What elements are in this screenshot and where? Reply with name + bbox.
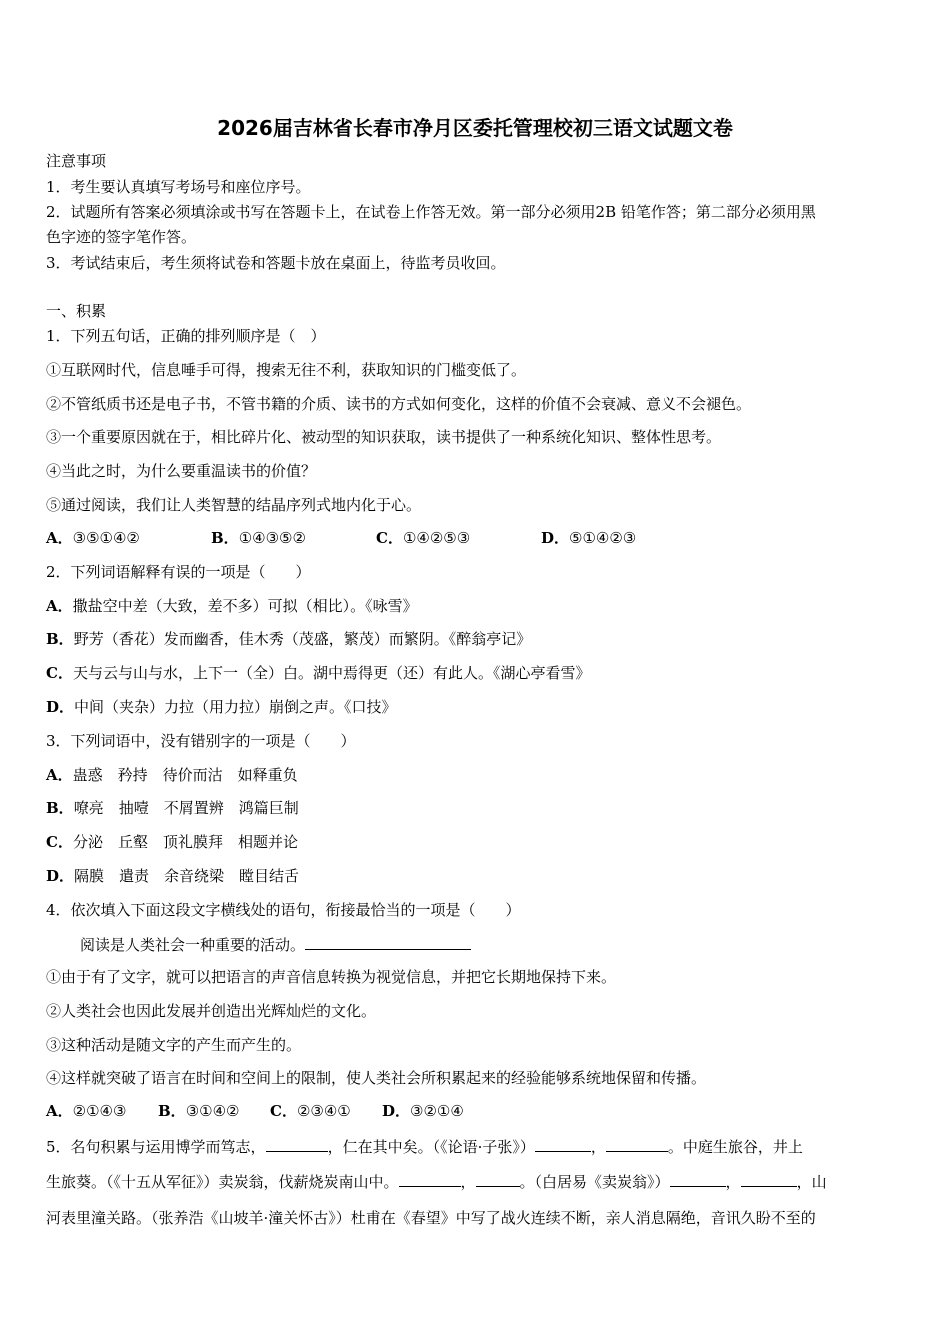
- sentence: ③一个重要原因就在于，相比碎片化、被动型的知识获取，读书提供了一种系统化知识、整体性思考。: [46, 428, 722, 446]
- sentence: ②人类社会也因此发展并创造出光辉灿烂的文化。: [46, 1002, 377, 1020]
- answer-blank[interactable]: [606, 1137, 668, 1152]
- answer-blank[interactable]: [670, 1172, 726, 1187]
- option-c[interactable]: C．②③④①: [270, 1102, 351, 1120]
- sentence: ②不管纸质书还是电子书，不管书籍的介质、读书的方式如何变化，这样的价值不会衰减、意义不会褪色。: [46, 395, 752, 413]
- option-d[interactable]: D．隔膜 遣责 余音绕梁 瞠目结舌: [46, 867, 300, 885]
- option-c[interactable]: C．天与云与山与水，上下一（全）白。湖中焉得更（还）有此人。《湖心亭看雪》: [46, 664, 591, 682]
- sentence: ①互联网时代，信息唾手可得，搜索无往不利，获取知识的门槛变低了。: [46, 361, 527, 379]
- page-title: 2026届吉林省长春市净月区委托管理校初三语文试题文卷: [217, 116, 733, 140]
- option-d[interactable]: D．中间（夹杂）力拉（用力拉）崩倒之声。《口技》: [46, 698, 397, 716]
- option-b[interactable]: B．野芳（香花）发而幽香，佳木秀（茂盛，繁茂）而繁阴。《醉翁亭记》: [46, 630, 532, 648]
- passage-line: 阅读是人类社会一种重要的活动。: [80, 935, 471, 954]
- question-stem: 3．下列词语中，没有错别字的一项是（ ）: [46, 732, 356, 750]
- option-d[interactable]: D．③②①④: [382, 1102, 464, 1120]
- notice-item: 2．试题所有答案必须填涂或书写在答题卡上，在试卷上作答无效。第一部分必须用2B 铅笔作答；第二部分必须用黑: [46, 203, 816, 221]
- sentence: ⑤通过阅读，我们让人类智慧的结晶序列式地内化于心。: [46, 496, 422, 514]
- answer-blank[interactable]: [535, 1137, 591, 1152]
- question-stem: 1．下列五句话，正确的排列顺序是（ ）: [46, 327, 326, 345]
- sentence: ③这种活动是随文字的产生而产生的。: [46, 1036, 302, 1054]
- sentence: ①由于有了文字，就可以把语言的声音信息转换为视觉信息，并把它长期地保持下来。: [46, 968, 617, 986]
- option-b[interactable]: B．③①④②: [158, 1102, 240, 1120]
- question-5-line-1: 5．名句积累与运用博学而笃志， ，仁在其中矣。（《论语·子张》） ， 。中庭生旅谷，井上: [46, 1138, 803, 1156]
- question-5-line-3: 河表里潼关路。（张养浩《山坡羊·潼关怀古》）杜甫在《春望》中写了战火连续不断，亲人消息隔绝，音讯久盼不至的: [46, 1209, 816, 1227]
- notice-heading: 注意事项: [46, 152, 107, 170]
- answer-blank[interactable]: [305, 935, 471, 950]
- option-row: [46, 529, 636, 547]
- sentence: ④这样就突破了语言在时间和空间上的限制，使人类社会所积累起来的经验能够系统地保留和传播。: [46, 1069, 707, 1087]
- notice-item: 色字迹的签字笔作答。: [46, 228, 197, 246]
- answer-blank[interactable]: [741, 1172, 797, 1187]
- option-c[interactable]: C．分泌 丘壑 顶礼膜拜 相题并论: [46, 833, 298, 851]
- section-heading: 一、积累: [46, 302, 107, 320]
- option-a[interactable]: A．②①④③: [46, 1102, 127, 1120]
- answer-blank[interactable]: [266, 1137, 328, 1152]
- question-stem: 4．依次填入下面这段文字横线处的语句，衔接最恰当的一项是（ ）: [46, 901, 521, 919]
- answer-blank[interactable]: [399, 1172, 461, 1187]
- option-b[interactable]: B．嘹亮 抽噎 不屑置辨 鸿篇巨制: [46, 799, 299, 817]
- option-b[interactable]: B．①④③⑤②: [211, 529, 306, 547]
- sentence: ④当此之时，为什么要重温读书的价值？: [46, 462, 317, 480]
- notice-item: 3．考试结束后，考生须将试卷和答题卡放在桌面上，待监考员收回。: [46, 254, 506, 272]
- question-stem: 2．下列词语解释有误的一项是（ ）: [46, 563, 311, 581]
- option-c[interactable]: C．①④②⑤③: [376, 529, 471, 547]
- question-5-line-2: 生旅葵。（《十五从军征》）卖炭翁，伐薪烧炭南山中。 ， 。（白居易《卖炭翁》） ， ，山: [46, 1173, 827, 1191]
- option-d[interactable]: D．⑤①④②③: [541, 529, 637, 547]
- option-a[interactable]: A．撒盐空中差（大致，差不多）可拟（相比）。《咏雪》: [46, 597, 418, 615]
- option-a[interactable]: A．③⑤①④②: [46, 529, 140, 547]
- notice-item: 1．考生要认真填写考场号和座位序号。: [46, 178, 311, 196]
- option-row: [46, 1102, 464, 1120]
- answer-blank[interactable]: [476, 1172, 520, 1187]
- option-a[interactable]: A．蛊惑 矜持 待价而沽 如释重负: [46, 766, 298, 784]
